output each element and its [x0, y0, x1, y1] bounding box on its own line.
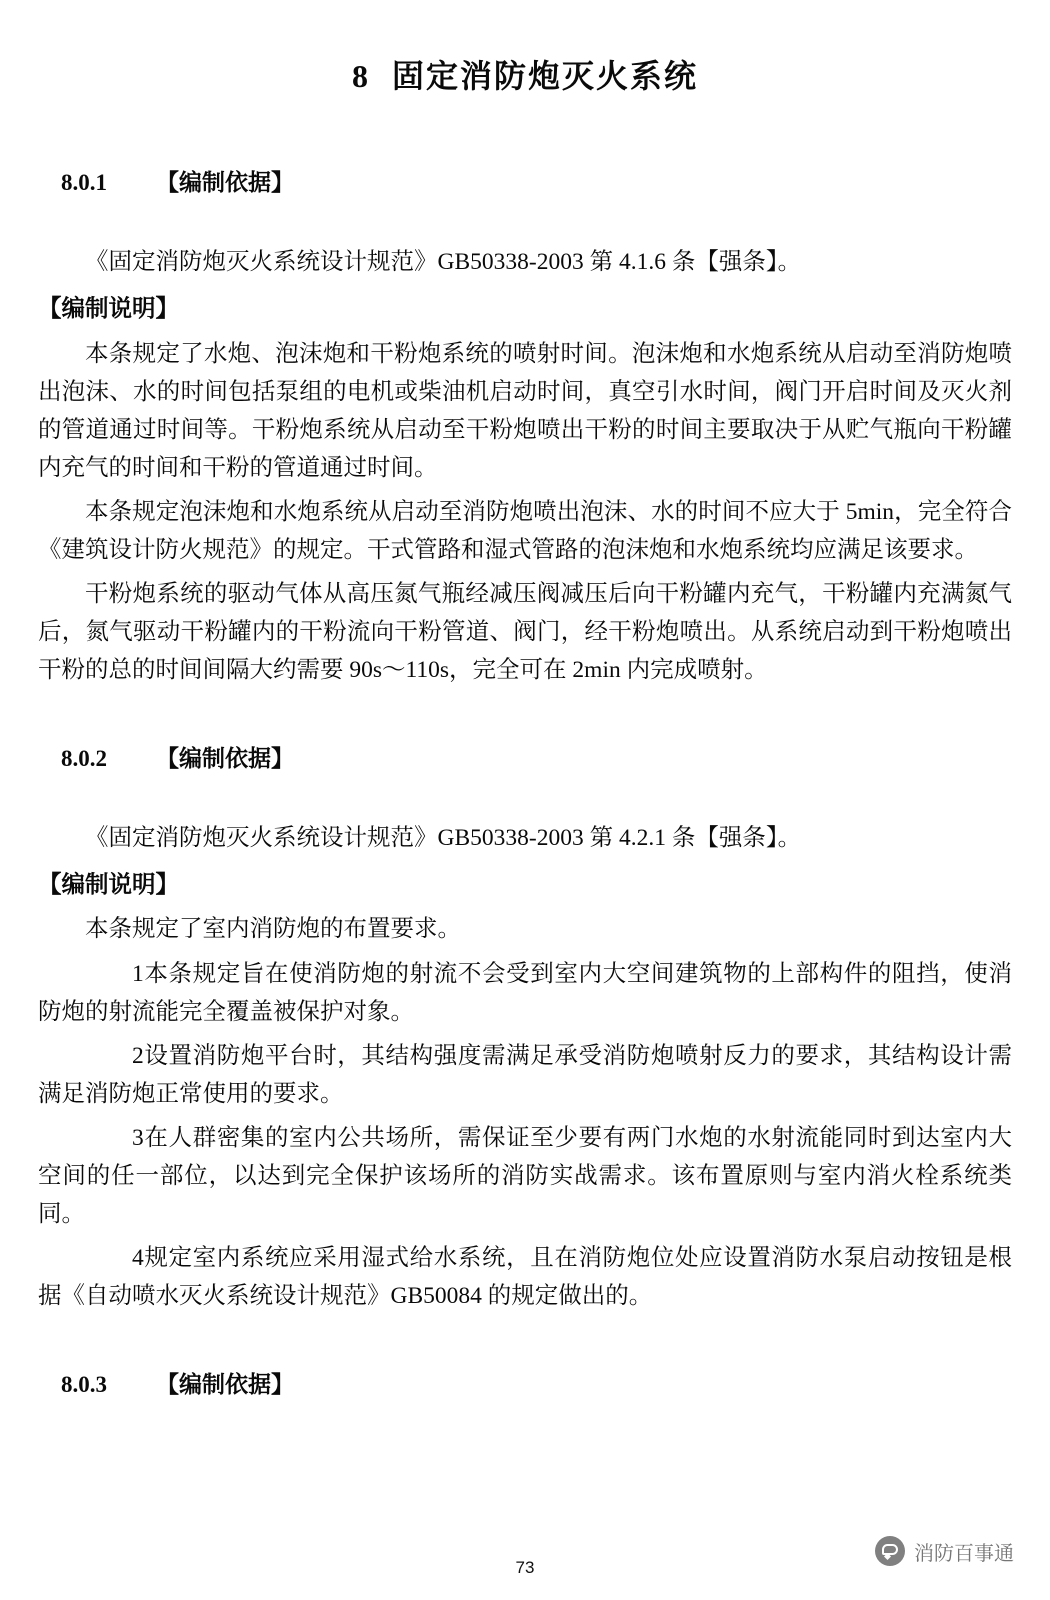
clause-heading-8-0-2 [38, 707, 1012, 811]
clause-heading-8-0-3 [38, 1333, 1012, 1437]
list-item-number: 4 [132, 1244, 144, 1271]
clause-basis-label: 【编制依据】 [156, 745, 294, 771]
list-item [38, 955, 1012, 1031]
clause-explain-label: 【编制说明】 [38, 871, 179, 898]
megaphone-icon [875, 1536, 905, 1566]
list-item [38, 1119, 1012, 1233]
clause-explain-label: 【编制说明】 [38, 296, 179, 323]
list-item-text: 在人群密集的室内公共场所，需保证至少要有两门水炮的水射流能同时到达室内大空间的任一部位，以达到完全保护该场所的消防实战需求。该布置原则与室内消火栓系统类同。 [38, 1124, 1012, 1227]
clause-paragraph: 干粉炮系统的驱动气体从高压氮气瓶经减压阀减压后向干粉罐内充气，干粉罐内充满氮气后，氮气驱动干粉罐内的干粉流向干粉管道、阀门，经干粉炮喷出。从系统启动到干粉炮喷出干粉的总的时间间隔大约需要 90s～110s，完全可在 2min 内完成喷射。 [38, 581, 1012, 684]
list-item [38, 1037, 1012, 1113]
clause-number: 8.0.2 [61, 745, 107, 771]
list-item [38, 1239, 1012, 1315]
list-item-text: 设置消防炮平台时，其结构强度需满足承受消防炮喷射反力的要求，其结构设计需满足消防炮正常使用的要求。 [38, 1042, 1012, 1107]
clause-number: 8.0.1 [61, 170, 107, 196]
list-item-number: 1 [132, 960, 144, 987]
watermark [875, 1536, 1014, 1566]
clause-basis-label: 【编制依据】 [156, 170, 294, 196]
page-title [38, 56, 1012, 98]
page-title-number: 8 [351, 58, 370, 94]
clause-basis-text: 《固定消防炮灭火系统设计规范》GB50338-2003 第 4.1.6 条【强条】。 [85, 249, 802, 276]
clause-basis-label: 【编制依据】 [156, 1371, 294, 1397]
page-title-text: 固定消防炮灭火系统 [391, 58, 698, 94]
clause-number: 8.0.3 [61, 1371, 107, 1397]
page-number: 73 [515, 1558, 535, 1577]
watermark-text: 消防百事通 [914, 1542, 1014, 1565]
clause-heading-8-0-1 [38, 132, 1012, 236]
clause-paragraph: 本条规定了室内消防炮的布置要求。 [85, 916, 461, 943]
list-item-number: 3 [132, 1124, 144, 1151]
clause-paragraph: 本条规定了水炮、泡沫炮和干粉炮系统的喷射时间。泡沫炮和水炮系统从启动至消防炮喷出泡沫、水的时间包括泵组的电机或柴油机启动时间，真空引水时间，阀门开启时间及灭火剂的管道通过时间等。干粉炮系统从启动至干粉炮喷出干粉的时间主要取决于从贮气瓶向干粉罐内充气的时间和干粉的管道通过时间。 [38, 340, 1012, 481]
list-item-text: 本条规定旨在使消防炮的射流不会受到室内大空间建筑物的上部构件的阻挡，使消防炮的射流能完全覆盖被保护对象。 [38, 960, 1012, 1025]
list-item-number: 2 [132, 1042, 144, 1069]
clause-basis-text: 《固定消防炮灭火系统设计规范》GB50338-2003 第 4.2.1 条【强条】。 [85, 824, 802, 851]
clause-paragraph: 本条规定泡沫炮和水炮系统从启动至消防炮喷出泡沫、水的时间不应大于 5min，完全符合《建筑设计防火规范》的规定。干式管路和湿式管路的泡沫炮和水炮系统均应满足该要求。 [38, 499, 1012, 564]
list-item-text: 规定室内系统应采用湿式给水系统，且在消防炮位处应设置消防水泵启动按钮是根据《自动喷水灭火系统设计规范》GB50084 的规定做出的。 [38, 1244, 1012, 1310]
